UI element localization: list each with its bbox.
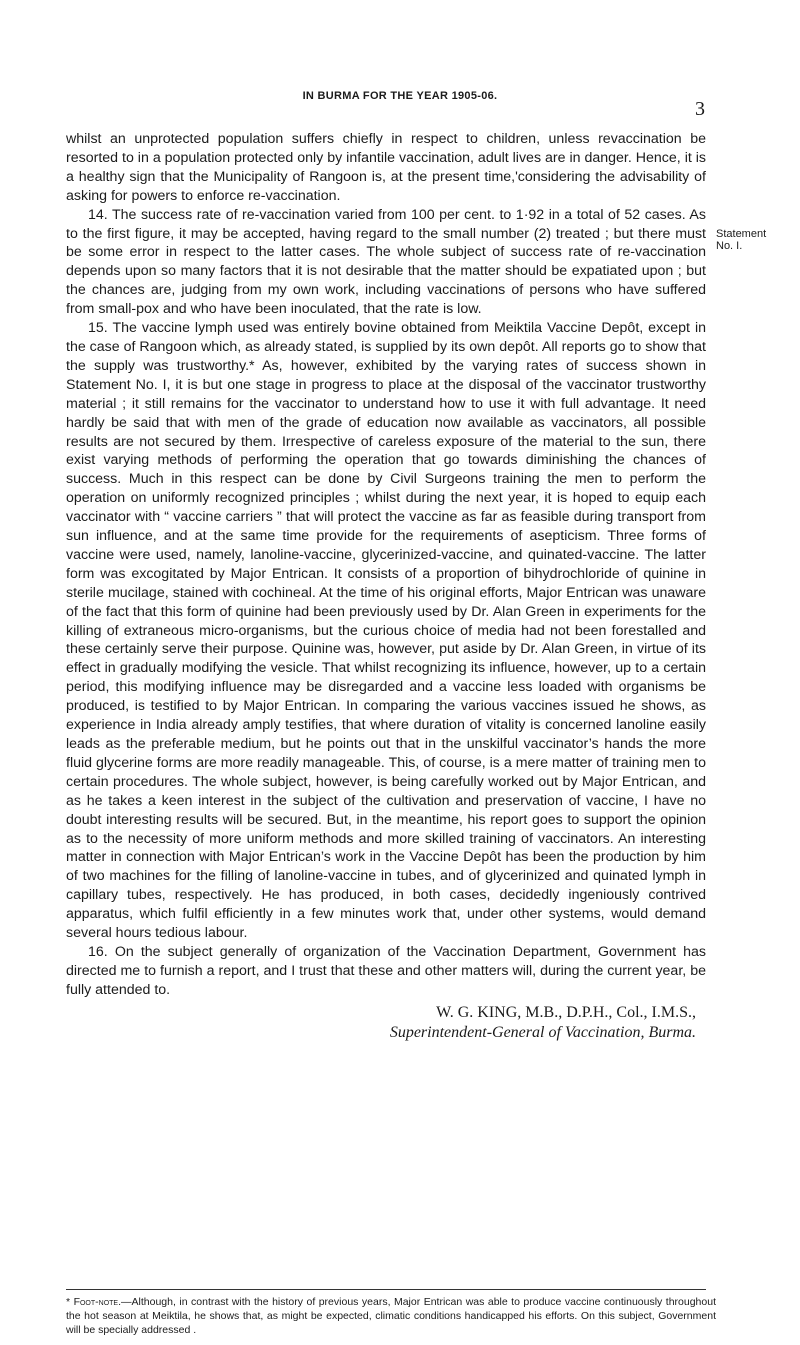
page-number: 3: [695, 98, 705, 120]
paragraph-15: 15. The vaccine lymph used was entirely bovine obtained from Meiktila Vaccine Depôt, except in the case of Rangoon which, as already stated, is supplied by its own depôt. All reports go to show that the supply was trustworthy.* As, however, exhibited by the varying rates of success shown in Statement No. I, it is but one stage in progress to place at the disposal of the vaccinator trustworthy material ; it still remains for the vaccinator to understand how to use it with full advantage. It need hardly be said that with men of the grade of education now available as vaccinators, all possible results are not secured by them. Irrespective of careless exposure of the material to the sun, there exist varying methods of performing the operation that go towards diminishing the chances of success. Much in this respect can be done by Civil Surgeons training the men to perform the operation on uniformly recognized principles ; whilst during the next year, it is hoped to equip each vaccinator with “ vaccine carriers ” that will protect the vaccine as far as feasible during transport from sun influence, and at the same time provide for the requirements of asepticism. Three forms of vaccine were used, namely, lanoline-vaccine, glycerinized-vaccine, and quinated-vaccine. The latter form was excogitated by Major Entrican. It consists of a proportion of bihydrochloride of quinine in sterile mucilage, stained with cochineal. At the time of his original efforts, Major Entrican was unaware of the fact that this form of quinine had been previously used by Dr. Alan Green in experiments for the killing of extraneous micro-organisms, but the curious choice of media had not been forestalled and these certainly serve their purpose. Quinine was, however, put aside by Dr. Alan Green, in virtue of its effect in gradually modifying the vesicle. That whilst recognizing its influence, however, up to a certain period, this modifying influence may be disregarded and a vaccine less loaded with organisms be produced, is testified to by Major Entrican. In comparing the various vaccines issued he shows, as experience in India already amply testifies, that where duration of vitality is concerned lanoline easily leads as the preferable medium, but he points out that in the unskilful vaccinator’s hands the more fluid glycerine forms are more readily manageable. This, of course, is a mere matter of training men to certain procedures. The whole subject, however, is being carefully worked out by Major Entrican, and as he takes a keen interest in the subject of the cultivation and preservation of vaccine, I have no doubt interesting results will be secured. But, in the meantime, his report goes to support the opinion as to the necessity of more uniform methods and more skilled training of vaccinators. An interesting matter in connection with Major Entrican’s work in the Vaccine Depôt has been the production by him of two machines for the filling of lanoline-vaccine in tubes, and of glycerinized and quinated lymph in capillary tubes, respectively. He has produced, in both cases, decidedly ingeniously contrived apparatus, which fulfil efficiently in a few minutes work that, under other systems, would demand several hours tedious labour.: [66, 320, 706, 942]
signature-title: Superintendent-General of Vaccination, Burma.: [389, 1023, 696, 1041]
body-text: [66, 130, 706, 1043]
footnote-text: —Although, in contrast with the history of previous years, Major Entrican was able to produce vaccine continuously throughout the hot season at Meiktila, he shows that, as might be expected, climatic conditions handicapped his efforts. On this subject, Government will be specially addressed .: [66, 1296, 716, 1336]
running-head: IN BURMA FOR THE YEAR 1905-06.: [302, 90, 498, 102]
paragraph-continuation: whilst an unprotected population suffers chiefly in respect to children, unless revaccination be resorted to in a population protected only by infantile vaccination, adult lives are in danger. Hence, it is a healthy sign that the Municipality of Rangoon is, at the present time,'considering the advisability of asking for powers to enforce re-vaccination.: [66, 131, 706, 204]
footnote-divider: [66, 1289, 706, 1290]
footnote: [66, 1295, 716, 1337]
footnote-label: * Foot-note.: [66, 1296, 122, 1308]
paragraph-14: 14. The success rate of re-vaccination varied from 100 per cent. to 1·92 in a total of 52 cases. As to the first figure, it may be accepted, having regard to the small number (2) treated ; but there must be some error in respect to the latter cases. The whole subject of success rate of re-vaccination depends upon so many factors that it is not desirable that the matter should be expatiated upon ; but the chances are, judging from my own work, including vaccinations of persons who have suffered from small-pox and who have been inoculated, that the rate is low.: [66, 206, 706, 318]
margin-note: Statement No. I.: [716, 228, 767, 252]
paragraph-16: 16. On the subject generally of organization of the Vaccination Department, Government has directed me to furnish a report, and I trust that these and other matters will, during the current year, be fully attended to.: [66, 943, 706, 998]
signature-name: W. G. KING, M.B., D.P.H., Col., I.M.S.,: [436, 1003, 696, 1021]
